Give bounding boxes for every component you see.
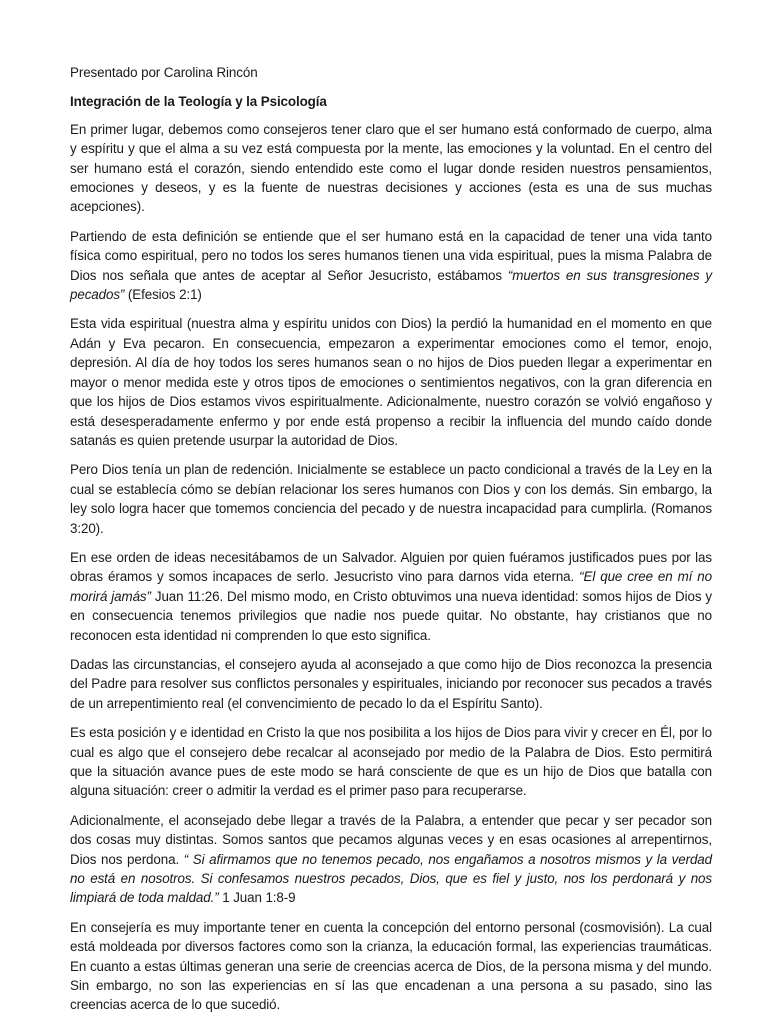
paragraph-text: Juan 11:26. Del mismo modo, en Cristo obtuvimos una nueva identidad: somos hijos de Dios y en consecuencia tenemos privilegios que nadie nos puede quitar. No obstante, hay cristianos que no reconocen esta identidad ni comprenden lo que esto significa. xyxy=(70,588,712,643)
paragraph-text: En consejería es muy importante tener en cuenta la concepción del entorno personal (cosmovisión). La cual está moldeada por diversos factores como son la crianza, la educación formal, las experiencias traumáticas. En cuanto a estas últimas generan una serie de creencias acerca de Dios, de la persona misma y del mundo. Sin embargo, no son las experiencias en sí las que encadenan a una persona a su pasado, sino las creencias acerca de lo que sucedió. xyxy=(70,919,712,1013)
author-line: Presentado por Carolina Rincón xyxy=(70,65,258,80)
document-page xyxy=(70,63,712,1025)
paragraph-text: Esta vida espiritual (nuestra alma y espíritu unidos con Dios) la perdió la humanidad en el momento en que Adán y Eva pecaron. En consecuencia, empezaron a experimentar emociones como el temor, enojo, depresión. Al día de hoy todos los seres humanos sean o no hijos de Dios pueden llegar a experimentar en mayor o menor medida este y otros tipos de emociones o sentimientos negativos, con la gran diferencia en que los hijos de Dios estamos vivos espiritualmente. Adicionalmente, nuestro corazón se volvió engañoso y está desesperadamente enfermo y por ende está propenso a recibir la influencia del mundo caído donde satanás es quien pretende usurpar la autoridad de Dios. xyxy=(70,316,712,448)
body-paragraph xyxy=(70,723,712,801)
body-paragraph xyxy=(70,460,712,538)
paragraph-text: En primer lugar, debemos como consejeros tener claro que el ser humano está conformado de cuerpo, alma y espíritu y que el alma a su vez está compuesta por la mente, las emociones y la voluntad. En el centro del ser humano está el corazón, siendo entendido este como el lugar donde residen nuestros pensamientos, emociones y deseos, y es la fuente de nuestras decisiones y acciones (esta es una de sus muchas acepciones). xyxy=(70,121,712,215)
paragraph-text: Pero Dios tenía un plan de redención. Inicialmente se establece un pacto condicional a través de la Ley en la cual se establecía cómo se debían relacionar los seres humanos con Dios y con los demás. Sin embargo, la ley solo logra hacer que tomemos conciencia del pecado y de nuestra incapacidad para cumplirla. (Romanos 3:20). xyxy=(70,462,712,536)
scripture-quote: “muertos en sus transgresiones y pecados” xyxy=(70,267,712,303)
paragraph-text: (Efesios 2:1) xyxy=(124,287,202,303)
body-paragraph xyxy=(70,918,712,1015)
body-paragraph xyxy=(70,811,712,908)
scripture-quote: “ Si afirmamos que no tenemos pecado, nos engañamos a nosotros mismos y la verdad no está en nosotros. Si confesamos nuestros pecados, Dios, que es fiel y justo, nos los perdonará y nos limpiará de toda maldad.” xyxy=(70,851,712,906)
document-body xyxy=(70,120,712,1015)
document-title: Integración de la Teología y la Psicología xyxy=(70,94,327,110)
paragraph-text: En ese orden de ideas necesitábamos de un Salvador. Alguien por quien fuéramos justificados pues por las obras éramos y somos incapaces de serlo. Jesucristo vino para darnos vida eterna. xyxy=(70,549,712,585)
paragraph-text: Adicionalmente, el aconsejado debe llegar a través de la Palabra, a entender que pecar y ser pecador son dos cosas muy distintas. Somos santos que pecamos algunas veces y en esas ocasiones al arrepentirnos, Dios nos perdona. xyxy=(70,812,712,867)
body-paragraph xyxy=(70,227,712,305)
scripture-quote: “El que cree en mí no morirá jamás” xyxy=(70,569,712,604)
paragraph-text: Es esta posición y e identidad en Cristo la que nos posibilita a los hijos de Dios para vivir y crecer en Él, por lo cual es algo que el consejero debe recalcar al aconsejado por medio de la Palabra de Dios. Esto permitirá que la situación avance pues de este modo se hará consciente de que es un hijo de Dios que batalla con alguna situación: creer o admitir la verdad es el primer paso para recuperarse. xyxy=(70,725,712,799)
body-paragraph xyxy=(70,655,712,713)
body-paragraph xyxy=(70,120,712,217)
paragraph-text: Partiendo de esta definición se entiende que el ser humano está en la capacidad de tener una vida tanto física como espiritual, pero no todos los seres humanos tienen una vida espiritual, pues la misma Palabra de Dios nos señala que antes de aceptar al Señor Jesucristo, estábamos xyxy=(70,228,712,283)
paragraph-text: Dadas las circunstancias, el consejero ayuda al aconsejado a que como hijo de Dios reconozca la presencia del Padre para resolver sus conflictos personales y espirituales, iniciando por reconocer sus pecados a través de un arrepentimiento real (el convencimiento de pecado lo da el Espíritu Santo). xyxy=(70,656,712,711)
body-paragraph xyxy=(70,548,712,645)
body-paragraph xyxy=(70,314,712,450)
paragraph-text: 1 Juan 1:8-9 xyxy=(218,890,296,906)
